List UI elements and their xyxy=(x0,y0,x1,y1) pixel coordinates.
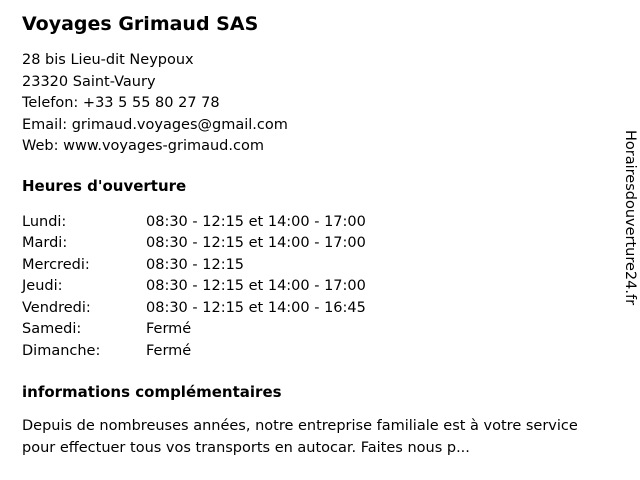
additional-info-text: Depuis de nombreuses années, notre entreprise familiale est à votre service pour effectuer tous vos transports en autocar. Faites nous p... xyxy=(22,418,578,456)
address-line-city: 23320 Saint-Vaury xyxy=(22,73,156,90)
hours-time-value: Fermé xyxy=(146,321,192,337)
additional-info-title: informations complémentaires xyxy=(22,383,282,401)
hours-day-label: Dimanche: xyxy=(22,342,101,359)
table-row xyxy=(22,212,446,234)
hours-time-value: 08:30 - 12:15 et 14:00 - 16:45 xyxy=(146,299,366,316)
watermark-brand: Horairesdouverture24.fr xyxy=(622,130,638,306)
hours-day-label: Vendredi: xyxy=(22,299,91,316)
hours-day-label: Mardi: xyxy=(22,235,68,251)
table-row xyxy=(22,276,446,298)
opening-hours-title: Heures d'ouverture xyxy=(22,176,187,195)
table-row xyxy=(22,255,446,277)
table-row xyxy=(22,233,446,255)
table-row xyxy=(22,319,446,341)
address-line-email: Email: grimaud.voyages@gmail.com xyxy=(22,116,288,133)
page-title: Voyages Grimaud SAS xyxy=(22,13,259,35)
hours-time-value: 08:30 - 12:15 et 14:00 - 17:00 xyxy=(146,278,366,294)
address-line-web: Web: www.voyages-grimaud.com xyxy=(22,138,264,154)
content-container xyxy=(22,12,602,459)
hours-day-label: Samedi: xyxy=(22,321,82,337)
hours-time-value: 08:30 - 12:15 et 14:00 - 17:00 xyxy=(146,213,366,230)
address-line-phone: Telefon: +33 5 55 80 27 78 xyxy=(22,95,220,111)
hours-day-label: Mercredi: xyxy=(22,256,90,273)
table-row xyxy=(22,298,446,320)
address-block xyxy=(22,50,602,158)
hours-time-value: Fermé xyxy=(146,342,192,359)
hours-day-label: Lundi: xyxy=(22,213,67,230)
address-line-street: 28 bis Lieu-dit Neypoux xyxy=(22,52,194,68)
hours-time-value: 08:30 - 12:15 et 14:00 - 17:00 xyxy=(146,235,366,251)
table-row xyxy=(22,341,446,363)
opening-hours-table xyxy=(22,212,446,363)
hours-time-value: 08:30 - 12:15 xyxy=(146,256,245,273)
hours-day-label: Jeudi: xyxy=(22,278,63,294)
